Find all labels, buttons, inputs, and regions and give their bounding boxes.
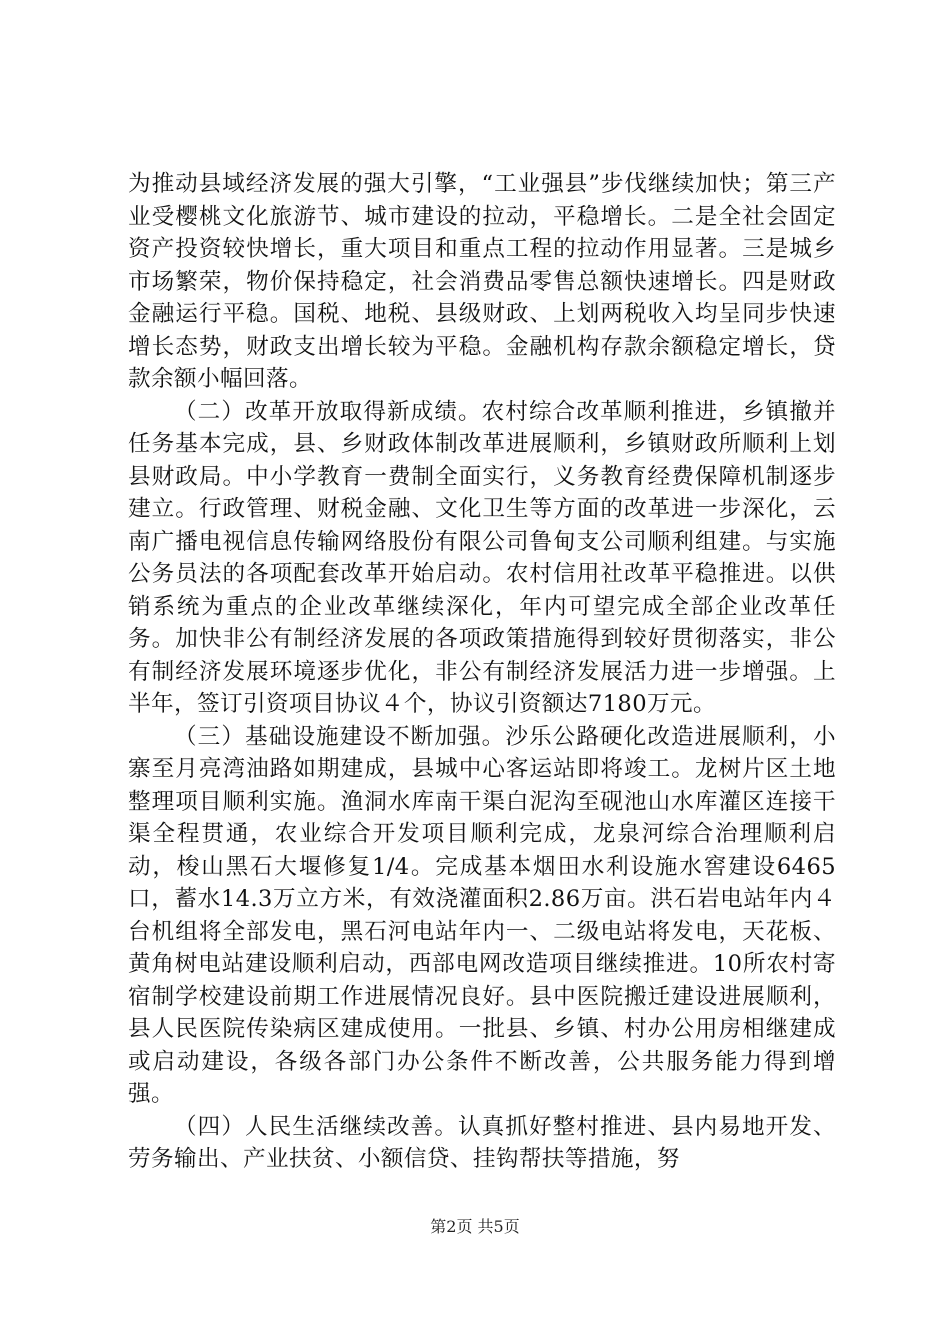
paragraph-livelihood: （四）人民生活继续改善。认真抓好整村推进、县内易地开发、劳务输出、产业扶贫、小额信贷、挂钩帮扶等措施，努 (128, 1113, 836, 1172)
page-footer: 第2页 共5页 (430, 1217, 520, 1236)
paragraph-economy-summary: 为推动县域经济发展的强大引擎，“工业强县”步伐继续加快；第三产业受樱桃文化旅游节、城市建设的拉动，平稳增长。二是全社会固定资产投资较快增长，重大项目和重点工程的拉动作用显著。三是城乡市场繁荣，物价保持稳定，社会消费品零售总额快速增长。四是财政金融运行平稳。国税、地税、县级财政、上划两税收入均呈同步快速增长态势，财政支出增长较为平稳。金融机构存款余额稳定增长，贷款余额小幅回落。 (128, 171, 836, 392)
document-body (128, 168, 836, 1176)
paragraph-infrastructure: （三）基础设施建设不断加强。沙乐公路硬化改造进展顺利，小寨至月亮湾油路如期建成，县城中心客运站即将竣工。龙树片区土地整理项目顺利实施。渔洞水库南干渠白泥沟至砚池山水库灌区连接干渠全程贯通，农业综合开发项目顺利完成，龙泉河综合治理顺利启动，梭山黑石大堰修复1/4。完成基本烟田水利设施水窖建设6465口，蓄水14.3万立方米，有效浇灌面积2.86万亩。洪石岩电站年内４台机组将全部发电，黑石河电站年内一、二级电站将发电，天花板、黄角树电站建设顺利启动，西部电网改造项目继续推进。10所农村寄宿制学校建设前期工作进展情况良好。县中医院搬迁建设进展顺利，县人民医院传染病区建成使用。一批县、乡镇、村办公用房相继建成或启动建设，各级各部门办公条件不断改善，公共服务能力得到增强。 (128, 723, 836, 1107)
paragraph-reform-opening: （二）改革开放取得新成绩。农村综合改革顺利推进，乡镇撤并任务基本完成，县、乡财政体制改革进展顺利，乡镇财政所顺利上划县财政局。中小学教育一费制全面实行，义务教育经费保障机制逐步建立。行政管理、财税金融、文化卫生等方面的改革进一步深化，云南广播电视信息传输网络股份有限公司鲁甸支公司顺利组建。与实施公务员法的各项配套改革开始启动。农村信用社改革平稳推进。以供销系统为重点的企业改革继续深化，年内可望完成全部企业改革任务。加快非公有制经济发展的各项政策措施得到较好贯彻落实，非公有制经济发展环境逐步优化，非公有制经济发展活力进一步增强。上半年，签订引资项目协议４个，协议引资额达7180万元。 (128, 398, 836, 717)
